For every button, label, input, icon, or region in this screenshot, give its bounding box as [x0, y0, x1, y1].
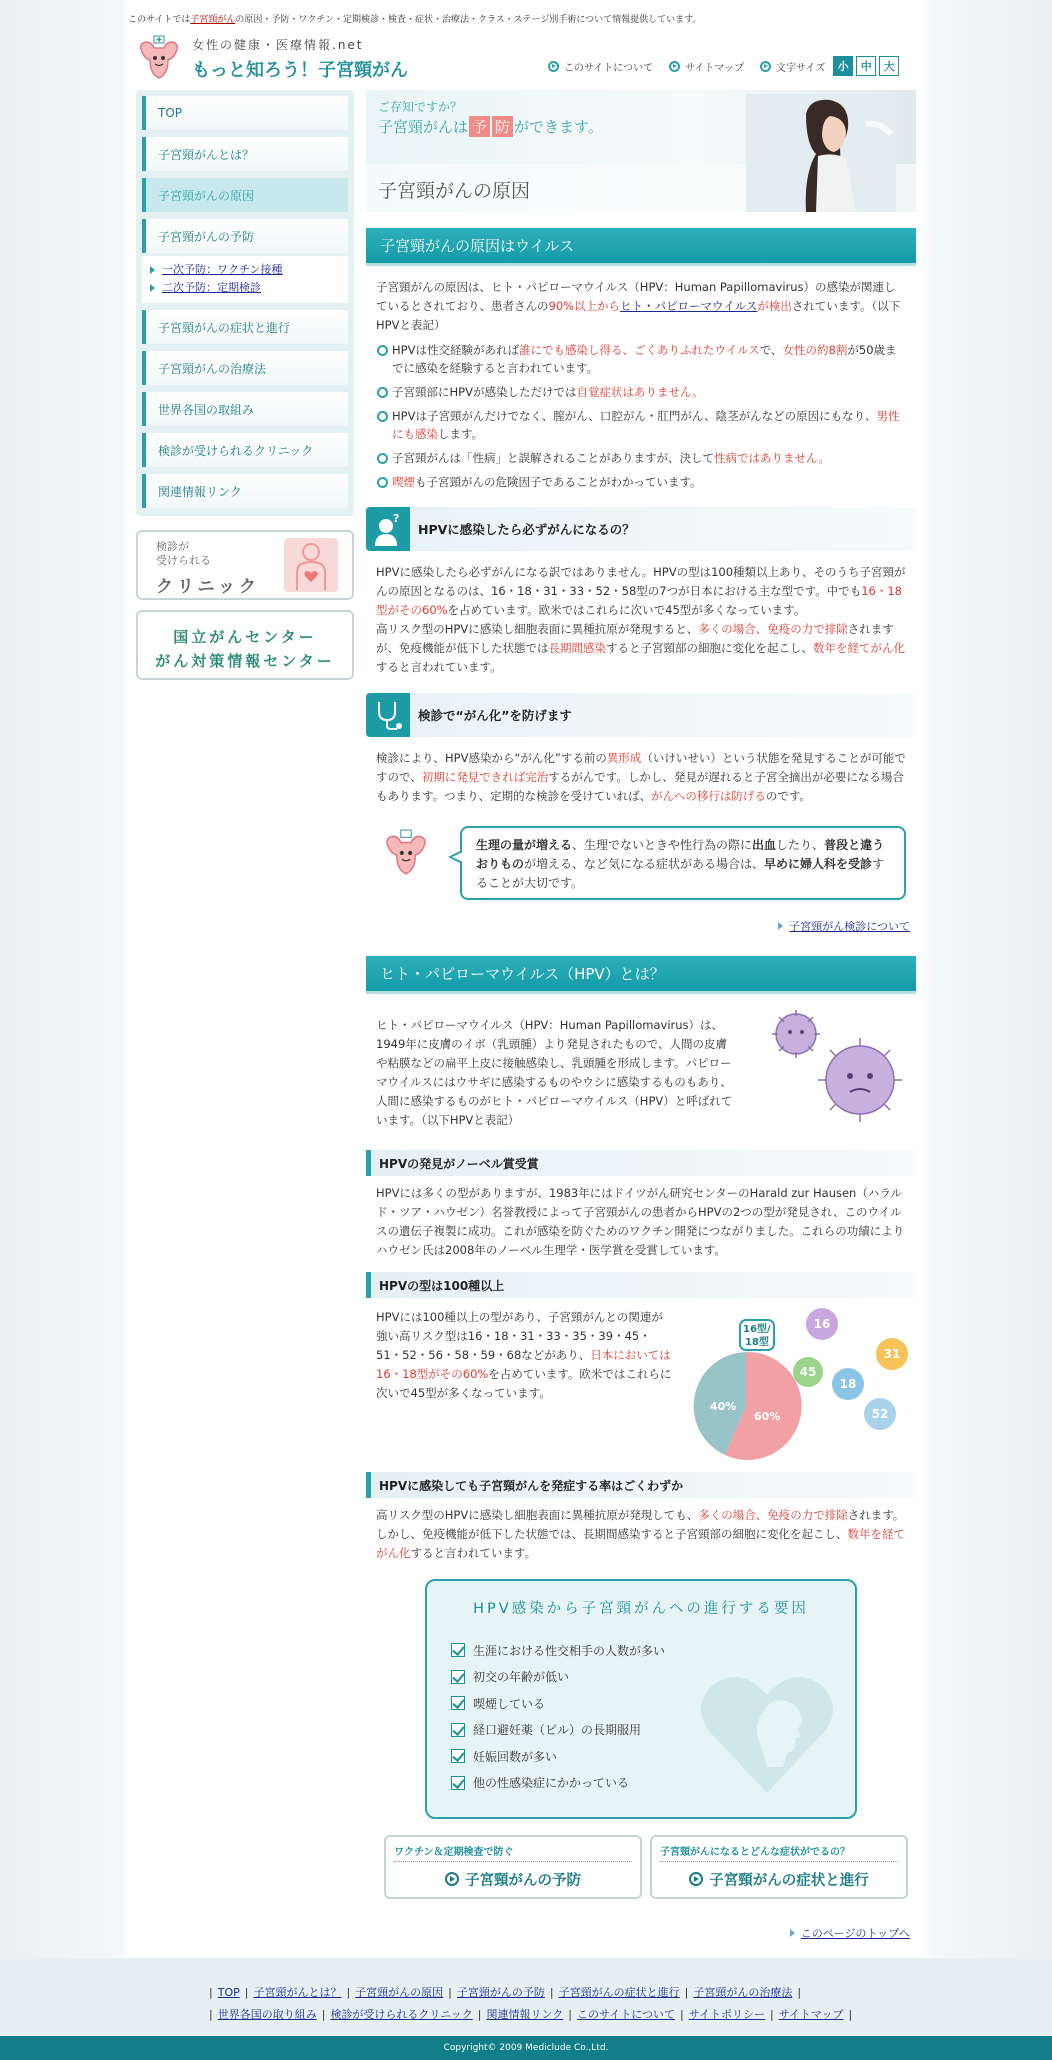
- virus-label-16: 16: [813, 1317, 831, 1331]
- fontsize-label: 文字サイズ: [776, 62, 826, 74]
- text: します。: [438, 427, 484, 441]
- stethoscope-icon: [366, 693, 410, 737]
- clinic-banner[interactable]: [136, 530, 354, 600]
- virus-illustration: [766, 1008, 912, 1124]
- nobel-text: HPVには多くの型がありますが、1983年にはドイツがん研究センターのHarald zur Hausen（ハラルド・ツア・ハウゼン）名誉教授によって子宮頸がんの患者からHPVの2つの型が発見され、このウイルスの遺伝子複製に成功。これが感染を防ぐためのワクチン開発につながりました。これらの功績によりハウゼン氏は2008年のノーベル生理学・医学賞を受賞しています。: [376, 1186, 905, 1257]
- text: のです。: [765, 789, 811, 803]
- text: するがんです。しかし、発見が遅れると子宮全摘出が必要になる場合もあります。つまり、定期的な検診を受けていれば、: [376, 770, 904, 803]
- hero-message-post: ができます。: [514, 118, 603, 136]
- text-emphasis: 多くの場合、免疫の力で排除: [698, 622, 848, 636]
- footer-link[interactable]: 検診が受けられるクリニック: [330, 2008, 473, 2021]
- checkbox-icon: [451, 1723, 465, 1737]
- list-item: [376, 449, 906, 467]
- text-strong: 普段と違うおりもの: [476, 838, 885, 871]
- text: されますが、免疫機能が低下した状態では: [376, 622, 894, 655]
- hero-badge-1: 予: [469, 116, 490, 137]
- text-emphasis: 異形成: [606, 751, 642, 765]
- symptoms-card[interactable]: [650, 1835, 908, 1899]
- footer-link[interactable]: サイトマップ: [778, 2008, 844, 2021]
- footer-link[interactable]: 子宮頸がんの予防: [456, 1986, 545, 1999]
- risk-factors-box: [425, 1579, 857, 1819]
- list-item: [451, 1717, 751, 1744]
- advice-callout: [366, 818, 916, 916]
- sidebar-item-what-is[interactable]: 子宮頸がんとは？: [142, 137, 348, 171]
- text: も子宮頸がんの危険因子であることがわかっています。: [415, 475, 702, 489]
- text: すると言われています。: [376, 660, 502, 674]
- arrow-circle-icon: [760, 61, 771, 72]
- prevention-card[interactable]: [384, 1835, 642, 1899]
- arrow-right-icon: [778, 922, 783, 930]
- list-item: [376, 407, 906, 443]
- hpv-intro: [366, 1016, 916, 1136]
- page-wrapper: [128, 0, 924, 1955]
- copyright: Copyright© 2009 Mediclude Co.,Ltd.: [0, 2036, 1052, 2060]
- checkbox-icon: [451, 1696, 465, 1710]
- text: すると言われています。: [410, 1546, 537, 1560]
- risk-factors-list: [451, 1637, 751, 1796]
- hpv-types: [366, 1308, 916, 1468]
- site-tagline: [128, 12, 924, 25]
- footer-link[interactable]: 世界各国の取り組み: [217, 2008, 317, 2021]
- footer-link[interactable]: 子宮頸がんの原因: [355, 1986, 444, 1999]
- sidebar-subnav: [142, 256, 348, 303]
- sitemap-label: サイトマップ: [685, 62, 745, 74]
- factor-label: 妊娠回数が多い: [473, 1749, 558, 1764]
- sidebar-item-symptoms[interactable]: 子宮頸がんの症状と進行: [142, 310, 348, 344]
- advice-bubble: [460, 826, 906, 900]
- prevention-card-text: 子宮頸がんの予防: [465, 1872, 581, 1889]
- hero-banner: [366, 90, 916, 212]
- text: が増える、など気になる症状がある場合は、: [524, 857, 765, 871]
- rare-text: [366, 1506, 916, 1563]
- sidebar-item-links[interactable]: 関連情報リンク: [142, 474, 348, 508]
- text: が50歳までに感染を経験すると言われています。: [392, 343, 897, 375]
- fontsize-small-button[interactable]: 小: [833, 56, 853, 76]
- fontsize-label-item: [760, 59, 825, 74]
- list-item: [451, 1637, 751, 1664]
- footer-nav-row-2: | 世界各国の取り組み | 検診が受けられるクリニック | 関連情報リンク | このサイトについて | サイトポリシー | サイトマップ |: [209, 2008, 853, 2021]
- text: 子宮頸がんは「性病」と誤解されることがありますが、決して: [392, 451, 714, 465]
- hpv-type-pie-illustration: [686, 1302, 916, 1462]
- text-emphasis: 喫煙: [392, 475, 415, 489]
- sidebar-item-prevention[interactable]: 子宮頸がんの予防: [142, 219, 348, 253]
- cause-intro: [366, 278, 916, 335]
- cancer-center-line2: がん対策情報センター: [155, 652, 335, 670]
- subheading-nobel: HPVの発見がノーベル賞受賞: [366, 1150, 916, 1176]
- section-heading-hpv: ヒト・パピローマウイルス（HPV）とは？: [366, 956, 916, 994]
- clinic-banner-text: [156, 540, 211, 568]
- subheading-must-cancer: [366, 507, 916, 551]
- risk-factors-title: HPV感染から子宮頸がんへの進行する要因: [473, 1601, 809, 1617]
- factor-label: 他の性感染症にかかっている: [473, 1776, 630, 1791]
- types-text: [366, 1308, 684, 1403]
- hpv-link[interactable]: ヒト・パピローマウイルス: [620, 299, 758, 313]
- hero-question: ご存知ですか？: [378, 100, 463, 114]
- footer-nav-row-1: | TOP | 子宮頸がんとは？ | 子宮頸がんの原因 | 子宮頸がんの予防 | 子宮頸がんの症状と進行 | 子宮頸がんの治療法 |: [209, 1986, 802, 1999]
- sidebar-nav: [136, 90, 354, 516]
- sitemap-link[interactable]: [669, 59, 744, 74]
- cancer-center-banner[interactable]: [136, 610, 354, 680]
- text-emphasis: 女性の約8割: [782, 343, 848, 357]
- text-emphasis: 初期に発見できれば完治: [421, 770, 549, 784]
- fontsize-large-button[interactable]: 大: [879, 56, 899, 76]
- page-top-link[interactable]: [366, 1925, 916, 1941]
- subheading-types: HPVの型は100種以上: [366, 1272, 916, 1298]
- text-emphasis: 16・18型がその60%: [376, 584, 902, 617]
- sidebar-item-world[interactable]: 世界各国の取組み: [142, 392, 348, 426]
- text: 子宮頸がんの原因は、ヒト・パピローマウイルス（HPV：Human Papillomavirus）の感染が関連しているとされており、患者さんの: [376, 280, 896, 313]
- list-item: [376, 341, 906, 377]
- cause-bullets: [366, 341, 916, 491]
- pie-tag-18: 18型: [745, 1337, 769, 1348]
- text: されます。: [847, 1508, 905, 1522]
- text-emphasis: 男性にも感染: [392, 409, 900, 441]
- about-label: このサイトについて: [564, 62, 654, 74]
- tagline-link[interactable]: 子宮頸がん: [190, 15, 236, 25]
- footer-link[interactable]: 関連情報リンク: [486, 2008, 564, 2021]
- text: 、生理でないときや性行為の際に: [572, 838, 753, 852]
- text: で、: [759, 343, 783, 357]
- footer-link[interactable]: TOP: [217, 1986, 240, 1999]
- text-emphasis: 性病ではありません。: [714, 451, 830, 465]
- site-title: もっと知ろう！子宮頸がん: [192, 60, 408, 81]
- subheading-label: 検診で“がん化”を防げます: [418, 708, 572, 723]
- sidebar: [136, 90, 354, 680]
- text-emphasis: 長期間感染: [548, 641, 606, 655]
- hero-badge-2: 防: [492, 116, 513, 137]
- page-title: 子宮頸がんの原因: [378, 180, 531, 202]
- text-emphasis: 自覚症状はありません。: [576, 385, 704, 399]
- footer-link[interactable]: 子宮頸がんとは？: [253, 1986, 342, 1999]
- subheading-label: HPVに感染したら必ずがんになるの？: [418, 522, 635, 537]
- text: 高リスク型のHPVに感染し細胞表面に異種抗原が発現しても、: [376, 1508, 699, 1522]
- arrow-circle-icon: [445, 1872, 459, 1886]
- footer-link[interactable]: 子宮頸がんの治療法: [693, 1986, 793, 1999]
- checkbox-icon: [451, 1670, 465, 1684]
- footer-link[interactable]: サイトポリシー: [688, 2008, 765, 2021]
- virus-label-18: 18: [839, 1377, 857, 1391]
- sidebar-item-clinic[interactable]: 検診が受けられるクリニック: [142, 433, 348, 467]
- pie-label-60: 60%: [754, 1410, 781, 1423]
- text-emphasis: 数年を経てがん化: [813, 641, 905, 655]
- text-strong: 生理の量が増える: [476, 838, 573, 852]
- sidebar-subitem-checkup[interactable]: 二次予防：定期検診: [150, 279, 340, 297]
- text-emphasis: がんへの移行は防げる: [651, 789, 766, 803]
- tagline-text-rest: の原因・予防・ワクチン・定期検診・検査・症状・治療法・クラス・ステージ別手術について情報提供しています。: [235, 15, 702, 25]
- sidebar-item-cause[interactable]: 子宮頸がんの原因: [142, 178, 348, 212]
- must-cancer-text: [366, 563, 916, 677]
- list-item: [451, 1690, 751, 1717]
- text: を占めています。欧米ではこれらに次いで45型が多くなっています。: [447, 603, 806, 617]
- text: HPVは子宮頸がんだけでなく、膣がん、口腔がん・肛門がん、陰茎がんなどの原因にもなり、: [392, 409, 877, 423]
- tagline-text: このサイトでは: [128, 15, 191, 25]
- clinic-banner-title: クリニック: [156, 577, 260, 597]
- fontsize-switcher: [833, 56, 899, 76]
- subheading-rare: HPVに感染しても子宮頸がんを発症する率はごくわずか: [366, 1472, 916, 1498]
- arrow-circle-icon: [548, 61, 559, 72]
- woman-photo: [746, 94, 896, 212]
- subheading-screening: [366, 693, 916, 737]
- hero-message: [378, 116, 603, 137]
- text: することが大切です。: [476, 857, 885, 890]
- text: しかし、免疫機能が低下した状態では、長期間感染すると子宮頸部の細胞に変化を起こし、: [376, 1527, 848, 1541]
- checkbox-icon: [451, 1776, 465, 1790]
- symptoms-card-text: 子宮頸がんの症状と進行: [709, 1872, 869, 1889]
- text-emphasis: 誰にでも感染し得る、ごくありふれたウイルス: [518, 343, 760, 357]
- prevention-card-label: [386, 1865, 640, 1893]
- about-link[interactable]: [548, 59, 653, 74]
- text: されています。（以下HPVと表記）: [376, 299, 901, 332]
- text-emphasis: 日本においては16・18型がその60%: [376, 1348, 671, 1381]
- footer-link[interactable]: 子宮頸がんの症状と進行: [558, 1986, 680, 1999]
- section-heading-cause: 子宮頸がんの原因はウイルス: [366, 228, 916, 266]
- hpv-intro-text: ヒト・パピローマウイルス（HPV：Human Papillomavirus）は、1949年に皮膚のイボ（乳頭腫）より発見されたもので、人間の皮膚や粘膜などの扁平上皮に接触感染し、乳頭腫を形成します。パピローマウイルスにはウサギに感染するものやウシに感染するものもあり、人間に感染するものがヒト・パピローマウイルス（HPV）と呼ばれています。（以下HPVと表記）: [376, 1018, 733, 1127]
- screening-link[interactable]: [366, 918, 916, 934]
- symptoms-card-label: [652, 1865, 906, 1893]
- text: 高リスク型のHPVに感染し細胞表面に異種抗原が発現すると、: [376, 622, 699, 636]
- factor-label: 経口避妊薬（ピル）の長期服用: [473, 1723, 642, 1738]
- virus-label-52: 52: [871, 1407, 889, 1421]
- utility-nav: [548, 56, 899, 76]
- checkbox-icon: [451, 1749, 465, 1763]
- text: を占めています。欧米ではこれらに次いで45型が多くなっています。: [376, 1367, 672, 1400]
- text-emphasis: 数年を経てがん化: [376, 1527, 905, 1560]
- text: 検診により、HPV感染から“がん化”する前の: [376, 751, 607, 765]
- site-logo[interactable]: [134, 32, 408, 88]
- clinic-banner-line1: 検診が: [156, 540, 189, 553]
- uterus-mascot-icon: [134, 34, 184, 84]
- fontsize-medium-button[interactable]: 中: [856, 56, 876, 76]
- site-subtitle: 女性の健康・医療情報.net: [192, 38, 364, 52]
- list-item: [451, 1664, 751, 1691]
- arrow-right-icon: [790, 1929, 795, 1937]
- clinic-banner-line2: 受けられる: [156, 554, 211, 567]
- related-nav-cards: [366, 1835, 916, 1905]
- text: 子宮頸部にHPVが感染しただけでは: [392, 385, 577, 399]
- screening-text: [366, 749, 916, 806]
- page-top-label: このページのトップへ: [800, 1927, 910, 1940]
- uterus-mascot-icon: [380, 828, 432, 880]
- text: HPVには100種以上の型があり、子宮頸がんとの関連が強い高リスク型は16・18・31・33・35・39・45・51・52・56・58・59・68などがあり、: [376, 1310, 663, 1362]
- sidebar-item-treatment[interactable]: 子宮頸がんの治療法: [142, 351, 348, 385]
- factor-label: 生涯における性交相手の人数が多い: [473, 1643, 666, 1658]
- text-strong: 早めに婦人科を受診: [764, 857, 873, 871]
- virus-label-45: 45: [799, 1365, 817, 1379]
- sidebar-subitem-vaccine[interactable]: 一次予防：ワクチン接種: [150, 261, 340, 279]
- virus-label-31: 31: [883, 1347, 901, 1361]
- pie-tag-16: 16型/: [743, 1324, 771, 1335]
- list-item: [451, 1770, 751, 1797]
- text: すると子宮頸部の細胞に変化を起こし、: [606, 641, 813, 655]
- list-item: [451, 1743, 751, 1770]
- woman-question-icon: [366, 507, 410, 551]
- svg-text:?: ?: [393, 512, 400, 525]
- factor-label: 初交の年齢が低い: [473, 1670, 570, 1685]
- hero-message-pre: 子宮頸がんは: [378, 118, 469, 136]
- prevention-card-caption: ワクチン＆定期検査で防ぐ: [394, 1843, 632, 1862]
- sidebar-item-top[interactable]: TOP: [142, 96, 348, 130]
- text-emphasis: 90%以上から: [548, 299, 621, 313]
- text: HPVに感染したら必ずがんになる訳ではありません。HPVの型は100種類以上あり、そのうち子宮頸がんの原因となるのは、16・18・31・33・52・58型の7つが日本における主な型です。中でも: [376, 565, 906, 598]
- arrow-circle-icon: [689, 1872, 703, 1886]
- arrow-circle-icon: [669, 61, 680, 72]
- text: HPVは性交経験があれば: [392, 343, 519, 357]
- symptoms-card-caption: 子宮頸がんになるとどんな症状がでるの？: [660, 1843, 898, 1862]
- checkbox-icon: [451, 1643, 465, 1657]
- cancer-center-line1: 国立がんセンター: [173, 628, 317, 646]
- text-emphasis: 多くの場合、免疫の力で排除: [698, 1508, 848, 1522]
- list-item: [376, 383, 906, 401]
- factor-label: 喫煙している: [473, 1696, 546, 1711]
- main-content: [366, 90, 916, 1941]
- text-strong: 出血: [752, 838, 777, 852]
- footer-link[interactable]: このサイトについて: [577, 2008, 676, 2021]
- list-item: [376, 473, 906, 491]
- screening-link-label: 子宮頸がん検診について: [789, 920, 910, 933]
- footer: [0, 1958, 1052, 2036]
- pie-label-40: 40%: [710, 1400, 737, 1413]
- text: （いけいせい）という状態を発見することが可能ですので、: [376, 751, 906, 784]
- text-emphasis: が検出: [757, 299, 792, 313]
- woman-heart-icon: [284, 538, 338, 592]
- text: したり、: [776, 838, 825, 852]
